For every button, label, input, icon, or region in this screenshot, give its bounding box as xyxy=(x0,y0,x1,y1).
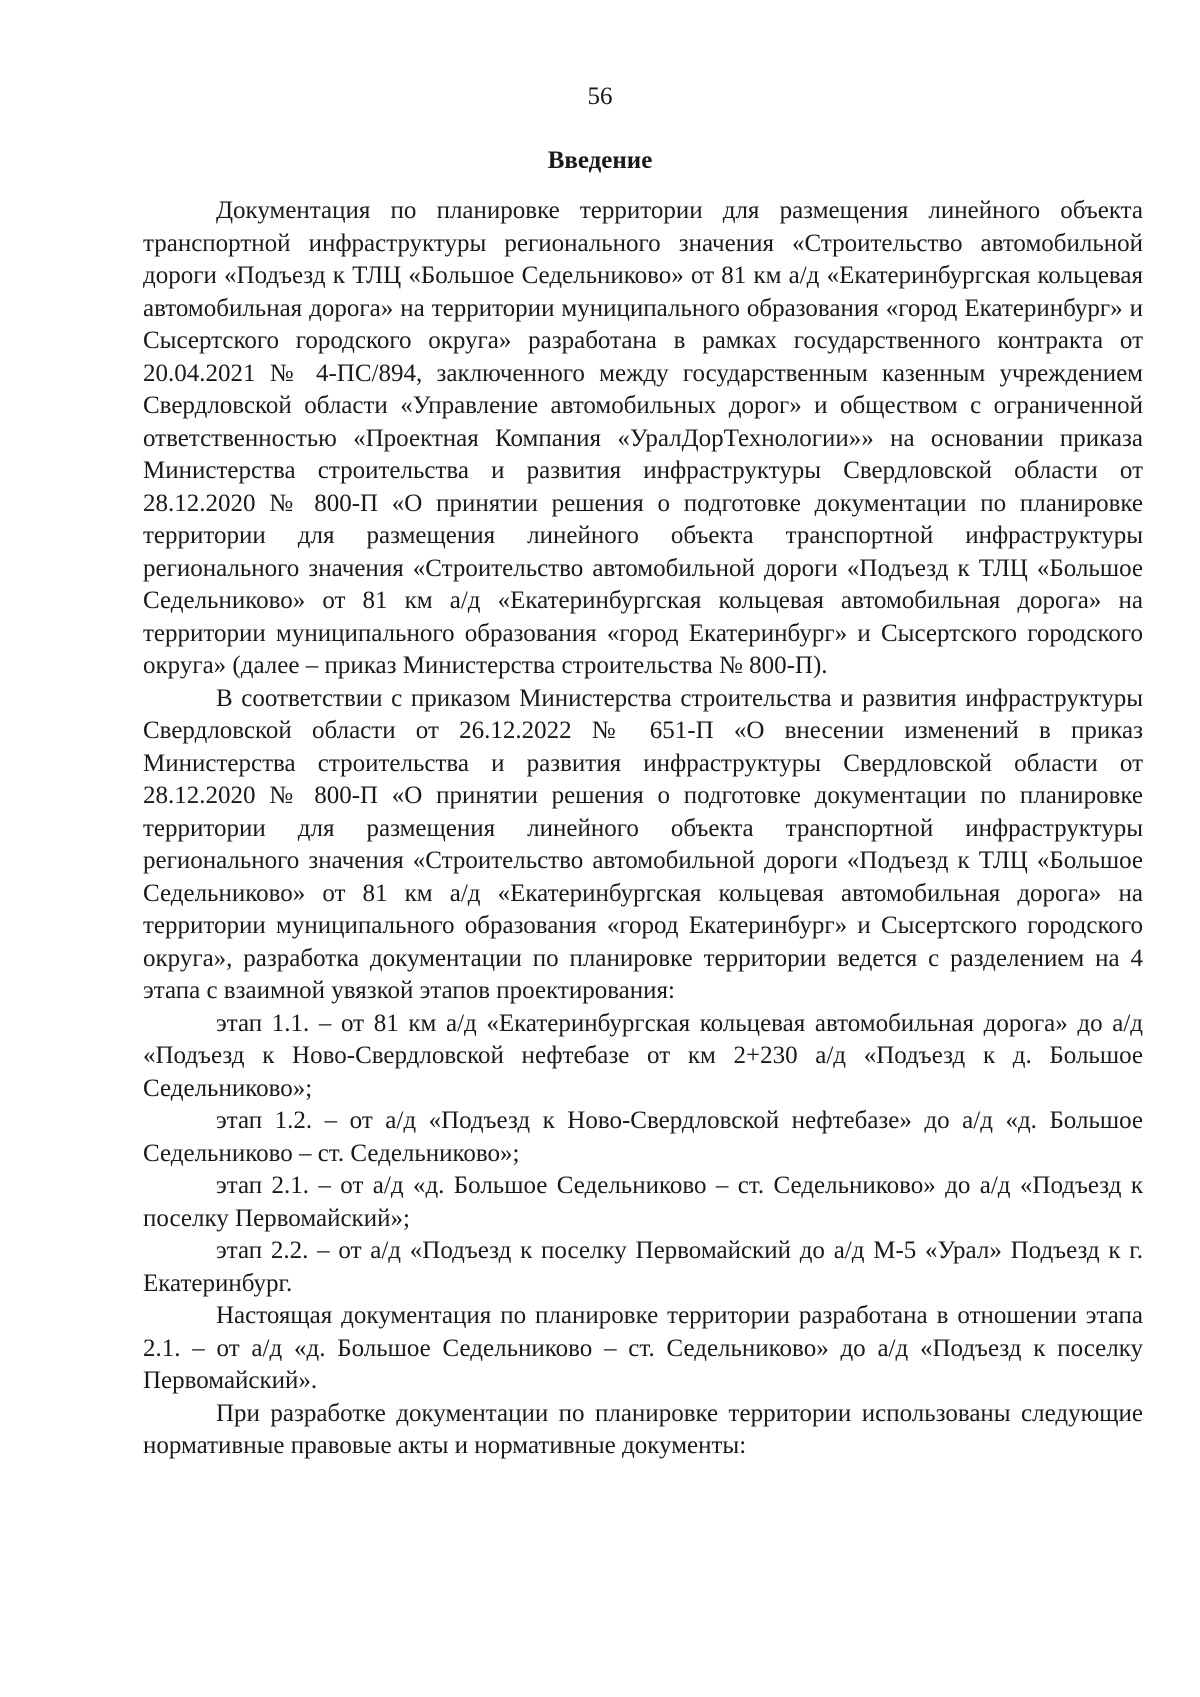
paragraph-order-amendment: В соответствии с приказом Министерства строительства и развития инфраструктуры Свердловской области от 26.12.2022 № 651-П «О внесении изменений в приказ Министерства строительства и развития инфраструктуры Свердловской области от 28.12.2020 № 800-П «О принятии решения о подготовке документации по планировке территории для размещения линейного объекта транспортной инфраструктуры регионального значения «Строительство автомобильной дороги «Подъезд к ТЛЦ «Большое Седельниково» от 81 км а/д «Екатеринбургская кольцевая автомобильная дорога» на территории муниципального образования «город Екатеринбург» и Сысертского городского округа», разработка документации по планировке территории ведется с разделением на 4 этапа с взаимной увязкой этапов проектирования: xyxy=(143,684,1143,1004)
paragraph-stage-1-1: этап 1.1. – от 81 км а/д «Екатеринбургская кольцевая автомобильная дорога» до а/д «Подъезд к Ново-Свердловской нефтебазе от км 2+230 а/д «Подъезд к д. Большое Седельниково»; xyxy=(143,1009,1143,1102)
paragraph-stage-1-2: этап 1.2. – от а/д «Подъезд к Ново-Свердловской нефтебазе» до а/д «д. Большое Седельниково – ст. Седельниково»; xyxy=(143,1107,1143,1167)
page-number: 56 xyxy=(587,83,613,110)
paragraph-stage-2-2: этап 2.2. – от а/д «Подъезд к поселку Первомайский до а/д М-5 «Урал» Подъезд к г. Екатеринбург. xyxy=(143,1237,1143,1297)
paragraph-stage-2-1: этап 2.1. – от а/д «д. Большое Седельниково – ст. Седельниково» до а/д «Подъезд к поселку Первомайский»; xyxy=(143,1172,1143,1232)
paragraph-scope: Настоящая документация по планировке территории разработана в отношении этапа 2.1. – от а/д «д. Большое Седельниково – ст. Седельниково» до а/д «Подъезд к поселку Первомайский». xyxy=(143,1302,1143,1394)
paragraph-documentation-basis: Документация по планировке территории для размещения линейного объекта транспортной инфраструктуры регионального значения «Строительство автомобильной дороги «Подъезд к ТЛЦ «Большое Седельниково» от 81 км а/д «Екатеринбургская кольцевая автомобильная дорога» на территории муниципального образования «город Екатеринбург» и Сысертского городского округа» разработана в рамках государственного контракта от 20.04.2021 № 4-ПС/894, заключенного между государственным казенным учреждением Свердловской области «Управление автомобильных дорог» и обществом с ограниченной ответственностью «Проектная Компания «УралДорТехнологии»» на основании приказа Министерства строительства и развития инфраструктуры Свердловской области от 28.12.2020 № 800-П «О принятии решения о подготовке документации по планировке территории для размещения линейного объекта транспортной инфраструктуры регионального значения «Строительство автомобильной дороги «Подъезд к ТЛЦ «Большое Седельниково» от 81 км а/д «Екатеринбургская кольцевая автомобильная дорога» на территории муниципального образования «город Екатеринбург» и Сысертского городского округа» (далее – приказ Министерства строительства № 800-П). xyxy=(143,197,1143,679)
section-heading: Введение xyxy=(547,147,653,174)
paragraph-normative-acts: При разработке документации по планировке территории использованы следующие нормативные правовые акты и нормативные документы: xyxy=(143,1399,1143,1459)
document-body xyxy=(143,195,1143,1463)
